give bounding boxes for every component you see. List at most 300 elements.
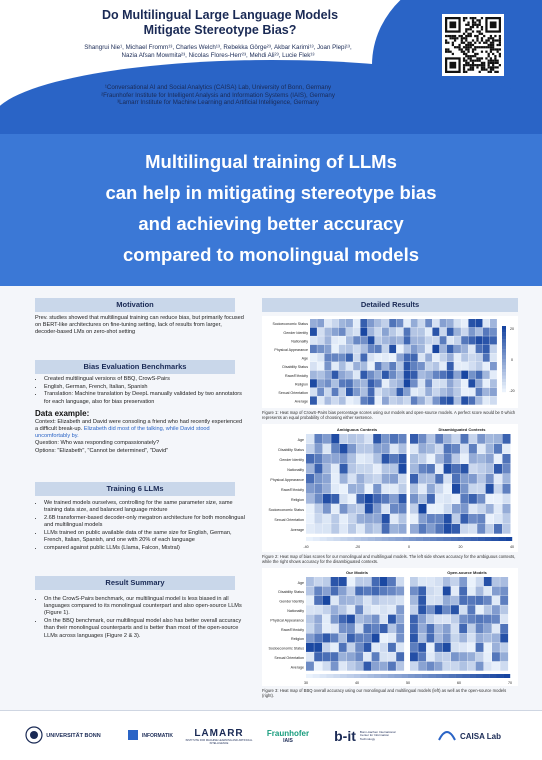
qr-module xyxy=(472,44,474,46)
qr-module xyxy=(497,51,499,53)
colorbar-segment xyxy=(374,674,381,678)
heatmap-cell xyxy=(418,328,425,336)
qr-module xyxy=(463,71,465,73)
heatmap-cell xyxy=(353,379,360,387)
heatmap-cell xyxy=(356,454,364,464)
heatmap-cell xyxy=(331,484,339,494)
heatmap-cell xyxy=(418,615,426,624)
qr-module xyxy=(465,30,467,32)
heatmap-cell xyxy=(454,353,461,361)
heatmap-cell xyxy=(427,514,435,524)
qr-module xyxy=(476,39,478,41)
heatmap-cell xyxy=(382,454,390,464)
qr-module xyxy=(467,44,469,46)
heatmap-cell xyxy=(494,444,502,454)
heatmap-cell xyxy=(410,652,418,661)
qr-module xyxy=(452,42,454,44)
row-label: Sexual Orientation xyxy=(274,655,304,660)
heatmap-cell xyxy=(502,454,510,464)
summary-body xyxy=(35,596,245,640)
heatmap-cell xyxy=(340,524,348,534)
heatmap-cell xyxy=(427,434,435,444)
heatmap-cell xyxy=(396,615,404,624)
qr-module xyxy=(481,26,483,28)
colorbar-segment xyxy=(456,674,463,678)
heatmap-cell xyxy=(372,624,380,633)
heatmap-cell xyxy=(410,434,418,444)
heatmap-cell xyxy=(476,662,484,671)
qr-module xyxy=(485,51,487,53)
qr-module xyxy=(465,44,467,46)
b-it-logo[interactable]: b-it Bonn-Aachen International Center for Information Technology xyxy=(334,728,396,744)
heatmap-cell xyxy=(317,336,324,344)
heatmap-cell xyxy=(477,494,485,504)
heatmap-cell xyxy=(339,319,346,327)
heatmap-cell xyxy=(346,319,353,327)
qr-code[interactable] xyxy=(442,14,504,76)
heatmap-cell xyxy=(306,504,314,514)
colorbar-segment xyxy=(502,349,506,353)
heatmap-cell xyxy=(396,624,404,633)
qr-module xyxy=(463,33,465,35)
heatmap-cell xyxy=(492,643,500,652)
heatmap-cell xyxy=(398,444,406,454)
heatmap-cell xyxy=(310,379,317,387)
affiliations: ¹Conversational AI and Social Analytics (CAISA) Lab, University of Bonn, Germany ²Fraunhofer Institute for Intelligent Analysis and Information Systems (IAIS), Germany ³Lamarr Institute for Machine Learning and Artificial Intelligence, Germany xyxy=(101,84,335,107)
heatmap-cell xyxy=(410,494,418,504)
heatmap-cell xyxy=(440,345,447,353)
qr-module xyxy=(479,19,481,21)
qr-module xyxy=(465,55,467,57)
heatmap-cell xyxy=(484,633,492,642)
heatmap-cell xyxy=(461,388,468,396)
qr-module xyxy=(467,28,469,30)
heatmap-cell xyxy=(500,652,508,661)
heatmap-cell xyxy=(459,624,467,633)
heatmap-cell xyxy=(389,362,396,370)
colorbar-segment xyxy=(490,674,497,678)
heatmap-cell xyxy=(432,388,439,396)
qr-module xyxy=(449,37,451,39)
heatmap-cell xyxy=(418,464,426,474)
heatmap-cell xyxy=(339,652,347,661)
heatmap-cell xyxy=(314,504,322,514)
qr-module xyxy=(479,60,481,62)
heatmap-cell xyxy=(372,605,380,614)
heatmap-cell xyxy=(461,379,468,387)
heatmap-cell xyxy=(404,319,411,327)
qr-module xyxy=(465,17,467,19)
heatmap-cell xyxy=(368,328,375,336)
heatmap-cell xyxy=(398,454,406,464)
heatmap-cell xyxy=(332,371,339,379)
colorbar-segment xyxy=(347,537,354,541)
qr-module xyxy=(499,53,501,55)
qr-module xyxy=(497,66,499,68)
heatmap-cell xyxy=(483,396,490,404)
heatmap-cell xyxy=(418,504,426,514)
heatmap-cell xyxy=(467,586,475,595)
heatmap-cell xyxy=(373,444,381,454)
heatmap-cell xyxy=(355,586,363,595)
heatmap-cell xyxy=(347,662,355,671)
row-label: Average xyxy=(294,399,308,404)
qr-module xyxy=(470,35,472,37)
heatmap-cell xyxy=(396,605,404,614)
heatmap-cell xyxy=(388,577,396,586)
heatmap-cell xyxy=(390,444,398,454)
heatmap-cell xyxy=(306,643,314,652)
heatmap-cell xyxy=(444,524,452,534)
qr-module xyxy=(490,60,492,62)
heatmap-cell xyxy=(440,379,447,387)
heatmap-cell xyxy=(398,514,406,524)
heatmap-cell xyxy=(435,662,443,671)
colorbar-segment xyxy=(469,674,476,678)
qr-module xyxy=(488,53,490,55)
qr-module xyxy=(492,53,494,55)
heatmap-cell xyxy=(332,328,339,336)
heatmap-cell xyxy=(404,379,411,387)
row-label: Race/Ethnicity xyxy=(281,627,304,632)
heatmap-cell xyxy=(360,336,367,344)
heatmap-cell xyxy=(427,504,435,514)
heatmap-cell xyxy=(306,454,314,464)
summary-heading: Result Summary xyxy=(35,576,235,590)
chart-label: 20 xyxy=(458,545,463,549)
heatmap-cell xyxy=(331,504,339,514)
heatmap-cell xyxy=(492,633,500,642)
heatmap-cell xyxy=(468,345,475,353)
heatmap-cell xyxy=(494,494,502,504)
qr-module xyxy=(472,24,474,26)
chart-label: 40 xyxy=(510,545,514,549)
colorbar-segment xyxy=(409,537,416,541)
heatmap-cell xyxy=(418,319,425,327)
heatmap-cell xyxy=(500,596,508,605)
heatmap-cell xyxy=(331,464,339,474)
heatmap-cell xyxy=(460,444,468,454)
heatmap-cell xyxy=(410,662,418,671)
qr-module xyxy=(483,42,485,44)
heatmap-cell xyxy=(360,362,367,370)
heatmap-cell xyxy=(390,454,398,464)
qr-module xyxy=(494,71,496,73)
heatmap-cell xyxy=(500,624,508,633)
heatmap-cell xyxy=(443,577,451,586)
heatmap-cell xyxy=(452,484,460,494)
qr-module xyxy=(488,62,490,64)
summary-list xyxy=(35,596,245,640)
heatmap-cell xyxy=(323,474,331,484)
qr-module xyxy=(483,46,485,48)
qr-module xyxy=(472,62,474,64)
colorbar-segment xyxy=(502,333,506,337)
qr-module xyxy=(461,37,463,39)
heatmap-cell xyxy=(360,379,367,387)
heatmap-cell xyxy=(322,577,330,586)
heatmap-cell xyxy=(310,319,317,327)
fraunhofer-logo[interactable]: Fraunhofer IAIS xyxy=(266,728,310,744)
chart-label: 0 xyxy=(408,545,410,549)
heatmap-cell xyxy=(483,362,490,370)
heatmap-cell xyxy=(390,504,398,514)
heatmap-cell xyxy=(435,577,443,586)
qr-module xyxy=(463,42,465,44)
heatmap-cell xyxy=(427,484,435,494)
heatmap-cell xyxy=(380,652,388,661)
heatmap-cell xyxy=(427,464,435,474)
heatmap-cell xyxy=(461,353,468,361)
heatmap-cell xyxy=(483,328,490,336)
colorbar-segment xyxy=(443,537,450,541)
heatmap-cell xyxy=(418,633,426,642)
heatmap-cell xyxy=(469,444,477,454)
author-list: Shangrui Nie¹, Michael Fromm¹³, Charles Welch¹³, Rebekka Görge²³, Akbar Karimi¹³, Joan Plepi¹³, Nazia Afsan Mowmita²³, Nicolas Flores-Herr²³, Mehdi Ali²³, Lucie Flek¹³ xyxy=(84,44,352,59)
caisa-lab-logo[interactable]: CAISA Lab xyxy=(414,721,524,751)
heatmap-cell xyxy=(340,484,348,494)
heatmap-cell xyxy=(476,388,483,396)
heatmap-cell xyxy=(426,577,434,586)
informatik-logo[interactable]: INFORMATIK xyxy=(120,721,180,751)
heatmap-cell xyxy=(447,319,454,327)
heatmap-cell xyxy=(435,444,443,454)
heatmap-cell xyxy=(500,615,508,624)
heatmap-cell xyxy=(459,662,467,671)
heatmap-cell xyxy=(360,328,367,336)
heatmap-cell xyxy=(452,434,460,444)
heatmap-cell xyxy=(483,379,490,387)
heatmap-cell xyxy=(396,633,404,642)
heatmap-cell xyxy=(310,345,317,353)
colorbar-segment xyxy=(435,674,442,678)
heatmap-cell xyxy=(443,624,451,633)
list-item: • Created multilingual versions of BBQ, CrowS-Pairs xyxy=(44,376,245,383)
heatmap-cell xyxy=(360,345,367,353)
heatmap-cell xyxy=(410,524,418,534)
heatmap-cell xyxy=(347,586,355,595)
colorbar-segment xyxy=(436,537,443,541)
heatmap-cell xyxy=(492,615,500,624)
university-bonn-logo[interactable]: UNIVERSITÄT BONN xyxy=(8,721,118,751)
heatmap-cell xyxy=(356,484,364,494)
heatmap-cell xyxy=(447,362,454,370)
row-label: Disability Status xyxy=(278,590,304,595)
colorbar-segment xyxy=(326,674,333,678)
qr-module xyxy=(463,17,465,19)
heatmap-cell xyxy=(435,596,443,605)
heatmap-cell xyxy=(443,633,451,642)
heatmap-cell xyxy=(355,643,363,652)
heatmap-cell xyxy=(322,624,330,633)
heatmap-cell xyxy=(396,371,403,379)
heatmap-cell xyxy=(363,596,371,605)
poster-header xyxy=(0,0,542,134)
chart-label: 40 xyxy=(355,681,359,685)
heatmap-cell xyxy=(332,336,339,344)
qr-module xyxy=(497,60,499,62)
qr-module xyxy=(492,60,494,62)
benchmarks-body xyxy=(35,376,245,455)
heatmap-cell xyxy=(500,633,508,642)
heatmap-cell xyxy=(426,596,434,605)
heatmap-cell xyxy=(323,454,331,464)
heatmap-cell xyxy=(467,577,475,586)
heatmap-cell xyxy=(418,379,425,387)
heatmap-cell xyxy=(435,474,443,484)
heatmap-cell xyxy=(461,336,468,344)
heatmap-cell xyxy=(388,596,396,605)
row-label: Average xyxy=(290,528,304,533)
heatmap-cell xyxy=(468,379,475,387)
heatmap-cell xyxy=(425,388,432,396)
heatmap-cell xyxy=(432,396,439,404)
heatmap-cell xyxy=(426,633,434,642)
row-label: Disability Status xyxy=(278,448,304,453)
colorbar-segment xyxy=(395,537,402,541)
heatmap-cell xyxy=(380,662,388,671)
qr-module xyxy=(461,35,463,37)
heatmap-cell xyxy=(404,362,411,370)
heatmap-cell xyxy=(418,577,426,586)
heatmap-cell xyxy=(306,662,314,671)
heatmap-cell xyxy=(476,643,484,652)
heatmap-cell xyxy=(360,388,367,396)
heatmap-cell xyxy=(418,484,426,494)
qr-module xyxy=(447,51,449,53)
qr-module xyxy=(452,44,454,46)
list-item: • compared against public LLMs (Llama, Falcon, Mistral) xyxy=(44,545,245,552)
heatmap-cell xyxy=(476,336,483,344)
heatmap-cell xyxy=(425,328,432,336)
heatmap-cell xyxy=(372,662,380,671)
heatmap-cell xyxy=(322,615,330,624)
heatmap-cell xyxy=(314,586,322,595)
qr-module xyxy=(497,48,499,50)
heatmap-cell xyxy=(484,652,492,661)
heatmap-cell xyxy=(339,633,347,642)
qr-finder-core xyxy=(449,21,456,28)
qr-module xyxy=(470,42,472,44)
heatmap-cell xyxy=(477,514,485,524)
qr-module xyxy=(488,39,490,41)
row-label: Socioeconomic Status xyxy=(268,508,304,513)
heatmap-cell xyxy=(365,504,373,514)
qr-module xyxy=(472,60,474,62)
heatmap-cell xyxy=(382,371,389,379)
list-item: • On the CrowS-Pairs benchmark, our multilingual model is less biased in all languages compared to its monolingual counterpart and also open-source LLMs (Figure 1). xyxy=(44,596,245,618)
heatmap-cell xyxy=(396,328,403,336)
heatmap-cell xyxy=(461,371,468,379)
heatmap-cell xyxy=(461,362,468,370)
heatmap-cell xyxy=(373,454,381,464)
heatmap-cell xyxy=(490,345,497,353)
heatmap-cell xyxy=(435,643,443,652)
heatmap-cell xyxy=(373,434,381,444)
qr-module xyxy=(479,21,481,23)
heatmap-cell xyxy=(494,524,502,534)
heatmap-cell xyxy=(348,514,356,524)
qr-module xyxy=(474,17,476,19)
heatmap-cell xyxy=(306,605,314,614)
heatmap-cell xyxy=(310,362,317,370)
heatmap-cell xyxy=(484,624,492,633)
row-label: Gender Identity xyxy=(283,330,308,335)
heatmap-cell xyxy=(410,484,418,494)
heatmap-cell xyxy=(365,524,373,534)
heatmap-cell xyxy=(451,605,459,614)
heatmap-cell xyxy=(339,662,347,671)
colorbar-segment xyxy=(442,674,449,678)
heatmap-cell xyxy=(469,454,477,464)
heatmap-cell xyxy=(339,353,346,361)
qr-module xyxy=(472,64,474,66)
heatmap-cell xyxy=(492,662,500,671)
heatmap-cell xyxy=(440,319,447,327)
heatmap-cell xyxy=(382,494,390,504)
heatmap-cell xyxy=(476,345,483,353)
heatmap-cell xyxy=(348,524,356,534)
qr-module xyxy=(481,17,483,19)
colorbar-segment xyxy=(450,537,457,541)
qr-module xyxy=(492,62,494,64)
heatmap-cell xyxy=(396,379,403,387)
heatmap-cell xyxy=(373,474,381,484)
heatmap-cell xyxy=(331,444,339,454)
heatmap-cell xyxy=(426,605,434,614)
heatmap-cell xyxy=(435,494,443,504)
qr-module xyxy=(465,35,467,37)
heatmap-cell xyxy=(356,504,364,514)
qr-module xyxy=(490,69,492,71)
heatmap-cell xyxy=(368,371,375,379)
heatmap-cell xyxy=(411,345,418,353)
qr-module xyxy=(467,62,469,64)
row-label: Nationality xyxy=(287,468,304,473)
qr-module xyxy=(472,55,474,57)
colorbar-segment xyxy=(430,537,437,541)
heatmap-cell xyxy=(306,633,314,642)
heatmap-cell xyxy=(461,345,468,353)
colorbar-segment xyxy=(502,372,506,376)
heatmap-cell xyxy=(486,524,494,534)
qr-module xyxy=(481,28,483,30)
heatmap-cell xyxy=(411,336,418,344)
heatmap-cell xyxy=(432,345,439,353)
heatmap-cell xyxy=(484,662,492,671)
heatmap-cell xyxy=(476,615,484,624)
qr-module xyxy=(472,66,474,68)
heatmap-cell xyxy=(410,615,418,624)
heatmap-cell xyxy=(454,328,461,336)
row-label: Nationality xyxy=(291,339,308,344)
qr-finder-core xyxy=(490,21,497,28)
qr-module xyxy=(470,17,472,19)
heatmap-cell xyxy=(476,328,483,336)
heatmap-cell xyxy=(360,319,367,327)
training-body xyxy=(35,500,245,552)
lamarr-logo[interactable]: LAMARR INSTITUTE FOR MACHINE LEARNING AND ARTIFICIAL INTELLIGENCE xyxy=(185,727,253,745)
heatmap-cell xyxy=(365,484,373,494)
heatmap-cell xyxy=(353,371,360,379)
heatmap-cell xyxy=(388,643,396,652)
heatmap-cell xyxy=(331,514,339,524)
heatmap-cell xyxy=(382,524,390,534)
heatmap-cell xyxy=(339,396,346,404)
qr-module xyxy=(449,51,451,53)
heatmap-cell xyxy=(410,586,418,595)
qr-module xyxy=(479,42,481,44)
